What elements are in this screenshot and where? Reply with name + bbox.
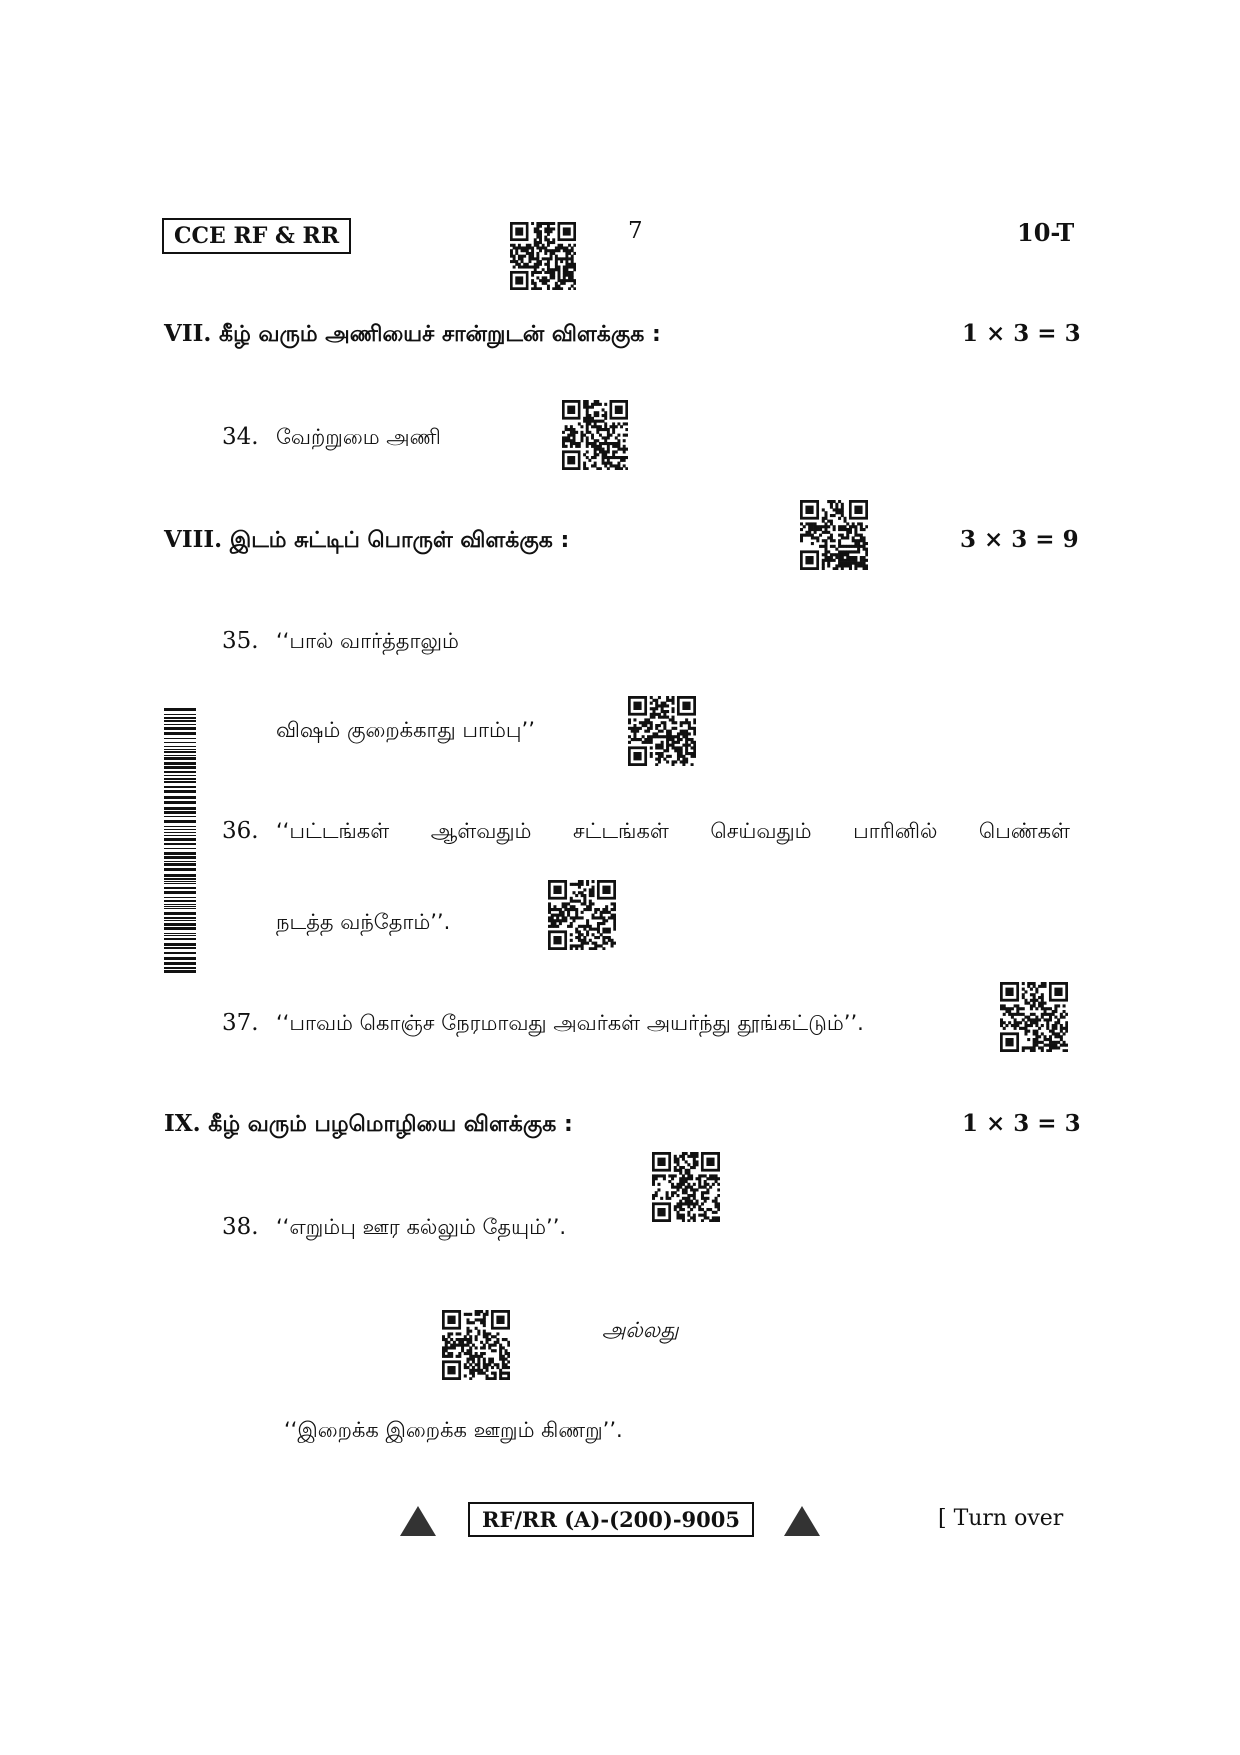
section-instruction: கீழ் வரும் அணியைச் சான்றுடன் விளக்குக : — [219, 322, 661, 347]
question-38 — [222, 1214, 566, 1242]
qr-code-icon — [442, 1310, 510, 1380]
question-35 — [222, 628, 459, 656]
qr-code-icon — [652, 1152, 720, 1222]
section-instruction: கீழ் வரும் பழமொழியை விளக்குக : — [208, 1112, 573, 1137]
section-heading-vii — [164, 320, 661, 350]
exam-code: CCE RF & RR — [174, 223, 340, 249]
triangle-marker-icon — [784, 1506, 820, 1536]
question-number: 37. — [222, 1010, 259, 1036]
question-34 — [222, 424, 441, 452]
question-number: 34. — [222, 424, 259, 450]
question-text: வேற்றுமை அணி — [276, 425, 441, 449]
or-label: அல்லது — [602, 1318, 679, 1342]
paper-code-box — [468, 1502, 754, 1537]
question-text: ‘‘எறும்பு ஊர கல்லும் தேயும்’’. — [276, 1215, 567, 1239]
question-text: ‘‘பால் வார்த்தாலும் — [276, 629, 459, 653]
qr-code-icon — [510, 222, 576, 290]
barcode — [164, 708, 196, 980]
section-instruction: இடம் சுட்டிப் பொருள் விளக்குக : — [229, 528, 570, 553]
qr-code-icon — [1000, 982, 1068, 1052]
section-numeral: VIII. — [164, 526, 223, 553]
subject-code: 10-T — [1017, 218, 1075, 247]
question-35-line-2: விஷம் குறைக்காது பாம்பு’’ — [276, 718, 535, 742]
turn-over: [ Turn over — [938, 1506, 1064, 1531]
exam-code-box — [162, 218, 351, 254]
question-number: 38. — [222, 1214, 259, 1240]
paper-code: RF/RR (A)-(200)-9005 — [482, 1507, 740, 1532]
section-marks: 3 × 3 = 9 — [960, 526, 1079, 553]
section-marks: 1 × 3 = 3 — [962, 320, 1081, 347]
section-heading-ix — [164, 1110, 573, 1140]
question-36 — [222, 818, 1072, 846]
section-heading-viii — [164, 526, 569, 556]
section-numeral: VII. — [164, 320, 212, 347]
question-36-line-2: நடத்த வந்தோம்’’. — [276, 910, 451, 934]
qr-code-icon — [800, 500, 868, 570]
section-numeral: IX. — [164, 1110, 201, 1137]
page-number: 7 — [628, 218, 643, 244]
triangle-marker-icon — [400, 1506, 436, 1536]
question-37 — [222, 1010, 864, 1038]
section-marks: 1 × 3 = 3 — [962, 1110, 1081, 1137]
question-text: ‘‘பாவம் கொஞ்ச நேரமாவது அவர்கள் அயர்ந்து தூங்கட்டும்’’. — [276, 1011, 864, 1035]
question-text: ‘‘பட்டங்கள் ஆள்வதும் சட்டங்கள் செய்வதும் பாரினில் பெண்கள் — [276, 819, 1070, 843]
alternative-proverb: ‘‘இறைக்க இறைக்க ஊறும் கிணறு’’. — [284, 1418, 623, 1442]
question-number: 36. — [222, 818, 259, 844]
qr-code-icon — [562, 400, 628, 470]
qr-code-icon — [628, 696, 696, 766]
question-number: 35. — [222, 628, 259, 654]
qr-code-icon — [548, 880, 616, 950]
